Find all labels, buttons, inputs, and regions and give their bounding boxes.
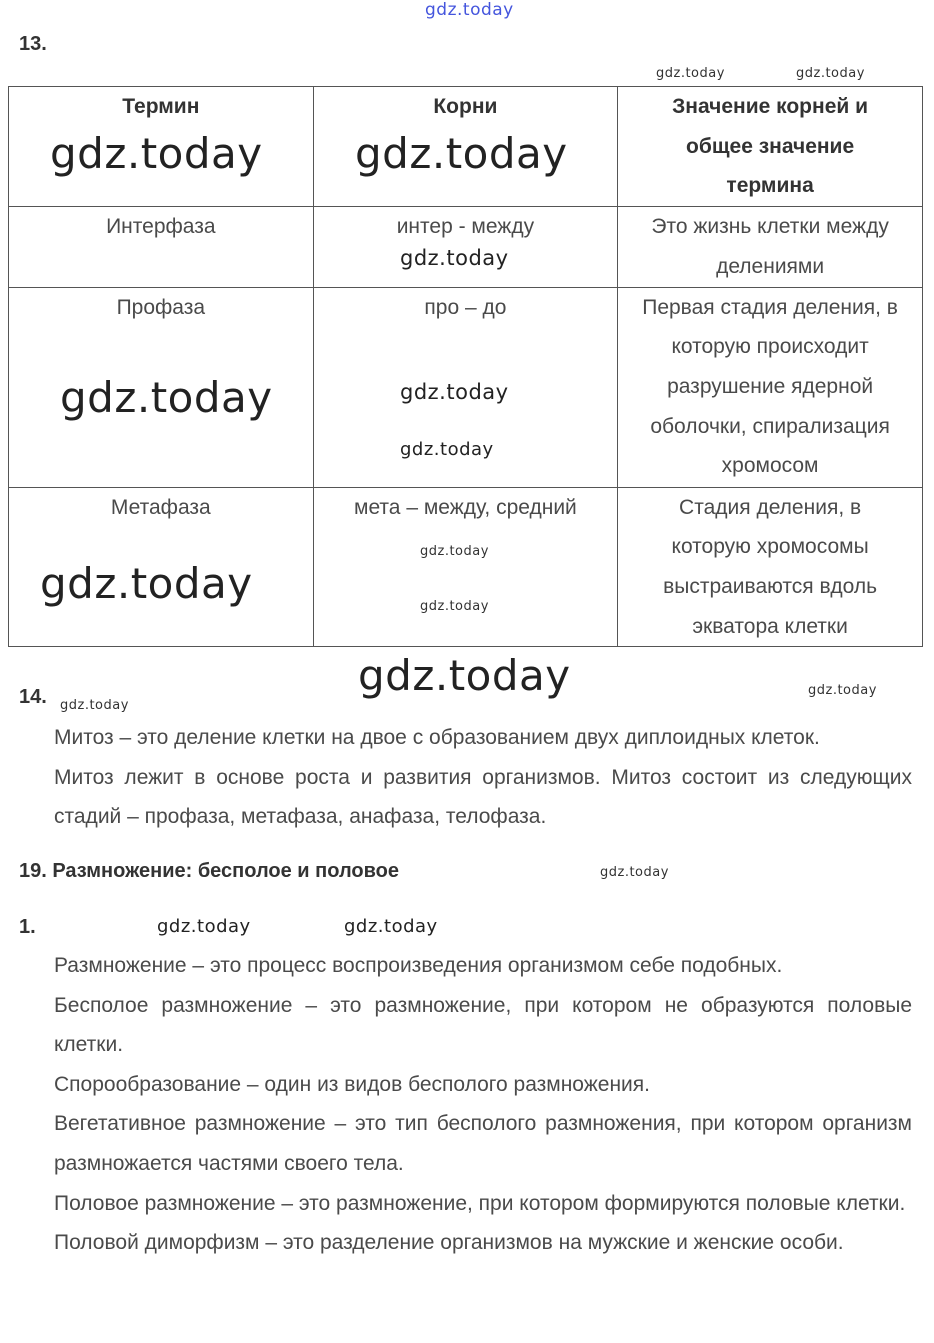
watermark: gdz.today (425, 0, 514, 20)
paragraph: Вегетативное размножение – это тип бесполого размножения, при котором организм размножается частями своего тела. (54, 1112, 912, 1175)
paragraph: Половое размножение – это размножение, при котором формируются половые клетки. (54, 1191, 906, 1215)
cell-meaning: Стадия деления, в которую хромосомы выстраиваются вдоль экватора клетки (618, 487, 923, 647)
header-meaning: Значение корней и общее значение термина (618, 87, 923, 207)
watermark: gdz.today (600, 865, 669, 880)
watermark: gdz.today (420, 544, 489, 559)
task-1-number: 1. (19, 916, 36, 938)
cell-roots: интер - между (313, 207, 618, 287)
section-19-text (54, 946, 912, 1263)
cell-meaning: Это жизнь клетки между делениями (618, 207, 923, 287)
watermark: gdz.today (400, 380, 509, 404)
watermark: gdz.today (40, 559, 253, 608)
watermark: gdz.today (60, 373, 273, 422)
task-14-text (54, 718, 912, 837)
section-19-title: 19. Размножение: бесполое и половое (19, 860, 399, 882)
cell-roots: мета – между, средний (313, 487, 618, 647)
paragraph: Митоз – это деление клетки на двое с образованием двух диплоидных клеток. (54, 726, 820, 749)
paragraph: Бесполое размножение – это размножение, при котором не образуются половые клетки. (54, 993, 912, 1057)
watermark: gdz.today (60, 698, 129, 713)
watermark: gdz.today (344, 916, 438, 937)
watermark: gdz.today (420, 599, 489, 614)
paragraph: Размножение – это процесс воспроизведения организмом себе подобных. (54, 954, 783, 977)
paragraph: Половой диморфизм – это разделение организмов на мужские и женские особи. (54, 1231, 844, 1255)
cell-term: Метафаза (9, 487, 314, 647)
cell-term: Профаза (9, 287, 314, 487)
watermark: gdz.today (50, 129, 263, 178)
task-13-number: 13. (19, 33, 47, 55)
watermark: gdz.today (157, 916, 251, 937)
watermark: gdz.today (358, 651, 571, 700)
watermark: gdz.today (808, 683, 877, 698)
paragraph: Спорообразование – один из видов бесполого размножения. (54, 1072, 650, 1096)
cell-roots: про – до (313, 287, 618, 487)
task-14-number: 14. (19, 686, 47, 708)
header-roots: Корни (313, 87, 618, 207)
watermark: gdz.today (400, 439, 494, 460)
watermark: gdz.today (355, 129, 568, 178)
header-term: Термин (9, 87, 314, 207)
cell-term: Интерфаза (9, 207, 314, 287)
cell-meaning: Первая стадия деления, в которую происходит разрушение ядерной оболочки, спирализация хромосом (618, 287, 923, 487)
watermark: gdz.today (400, 246, 509, 270)
paragraph: Митоз лежит в основе роста и развития организмов. Митоз состоит из следующих стадий – профаза, метафаза, анафаза, телофаза. (54, 765, 912, 829)
watermark: gdz.today (656, 66, 725, 81)
watermark: gdz.today (796, 66, 865, 81)
